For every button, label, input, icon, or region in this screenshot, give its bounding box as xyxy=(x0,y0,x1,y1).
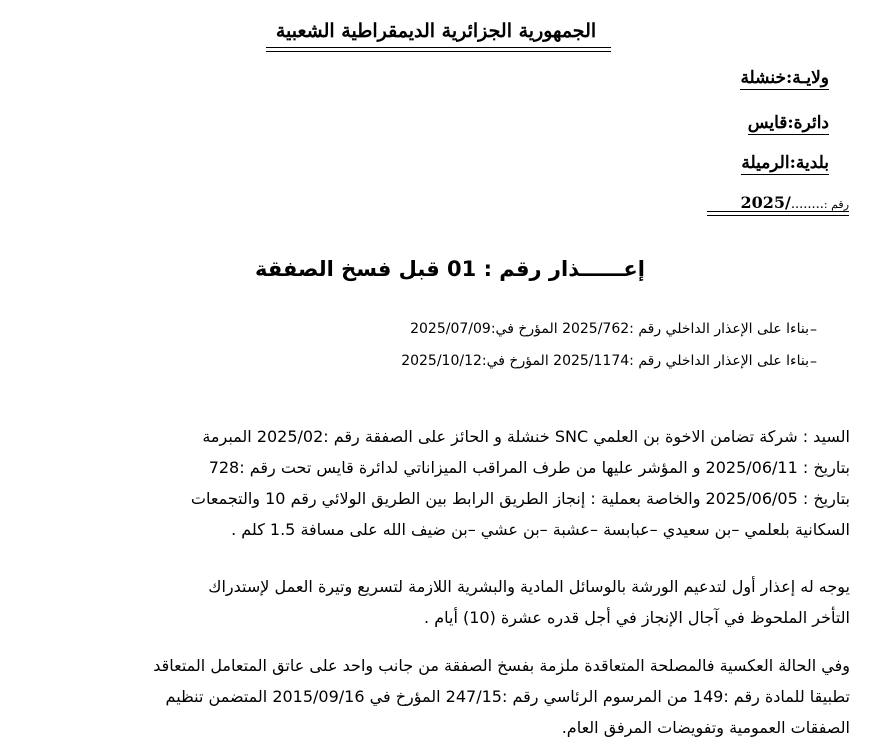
commune-label: بلدية: xyxy=(789,153,829,173)
wilaya-field xyxy=(740,67,829,90)
ref-dots: ........ xyxy=(790,197,824,212)
reference-bullet: – xyxy=(810,354,817,370)
paragraph-line: تطبيقا للمادة رقم :149 من المرسوم الرئاسي رقم :247/15 المؤرخ في 2015/09/16 المتضمن تنظيم xyxy=(165,687,850,706)
heading-underline xyxy=(266,47,611,48)
paragraph-line: الصفقات العمومية وتفويضات المرفق العام. xyxy=(561,718,850,737)
wilaya-label: ولايـة: xyxy=(785,68,829,88)
commune-field xyxy=(741,152,829,175)
republic-heading: الجمهورية الجزائرية الديمقراطية الشعبية xyxy=(275,20,597,42)
reference-bullet: – xyxy=(810,322,817,338)
paragraph-notice xyxy=(50,571,850,633)
paragraph-recipient xyxy=(50,421,850,545)
heading-underline xyxy=(266,51,611,52)
ref-year: /2025 xyxy=(740,193,791,212)
ref-underline xyxy=(707,211,849,212)
commune-value: الرميلة xyxy=(741,153,790,173)
notice-title: إعــــــذار رقم : 01 قبل فسخ الصفقة xyxy=(255,257,645,281)
paragraph-line: السكانية بلعلمي –بن سعيدي –عبابسة –عشبة –بن عشي –بن ضيف الله على مسافة 1.5 كلم . xyxy=(231,520,850,539)
paragraph-line: التأخر الملحوظ في آجال الإنجاز في أجل قدره عشرة (10) أيام . xyxy=(424,608,850,627)
ref-label: رقم : xyxy=(823,198,849,211)
daira-field xyxy=(748,112,829,135)
daira-label: دائرة: xyxy=(787,113,829,133)
paragraph-consequence xyxy=(50,650,850,743)
wilaya-value: خنشلة xyxy=(740,68,786,88)
paragraph-line: وفي الحالة العكسية فالمصلحة المتعاقدة ملزمة بفسخ الصفقة من جانب واحد على عاتق المتعامل المتعاقد xyxy=(153,656,850,675)
daira-value: قايس xyxy=(747,113,788,133)
paragraph-line: بتاريخ : 2025/06/11 و المؤشر عليها من طرف المراقب الميزاناتي لدائرة قايس تحت رقم :728 xyxy=(208,458,850,477)
reference-item: بناءا على الإعذار الداخلي رقم :2025/762 المؤرخ في:2025/07/09 xyxy=(410,321,809,337)
ref-underline xyxy=(707,215,849,216)
paragraph-line: السيد : شركة تضامن الاخوة بن العلمي SNC خنشلة و الحائز على الصفقة رقم :2025/02 المبرمة xyxy=(202,427,850,446)
reference-item: بناءا على الإعذار الداخلي رقم :2025/1174 المؤرخ في:2025/10/12 xyxy=(401,353,809,369)
paragraph-line: يوجه له إعذار أول لتدعيم الورشة بالوسائل المادية والبشرية اللازمة لتسريع وتيرة العمل لإستدراك xyxy=(208,577,850,596)
paragraph-line: بتاريخ : 2025/06/05 والخاصة بعملية : إنجاز الطريق الرابط بين الطريق الولائي رقم 10 والتجمعات xyxy=(190,489,850,508)
